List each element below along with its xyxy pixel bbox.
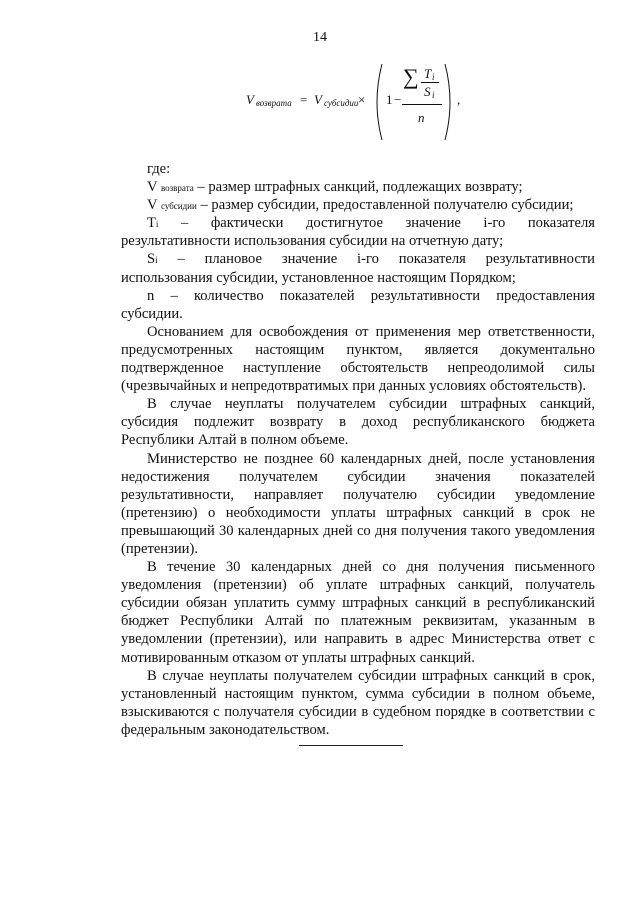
paragraph-line: В случае неуплаты получателем субсидии штрафных санкций в срок,: [147, 667, 595, 684]
definition-v-return: V возврата – размер штрафных санкций, подлежащих возврату;: [147, 179, 523, 196]
formula-frac-num: T: [424, 66, 432, 81]
formula-rhs-sub: субсидии: [324, 98, 359, 108]
paragraph-line: установленный настоящим пунктом, сумма субсидии в полном объеме,: [121, 685, 595, 702]
formula-equals: =: [300, 92, 308, 107]
formula-frac-num-sub: i: [432, 72, 435, 82]
paragraph-line: предусмотренных настоящим пунктом, является документально: [121, 341, 595, 358]
formula-one: 1: [386, 92, 393, 107]
paragraph-line: (чрезвычайных и непредотвратимых при данных условиях обстоятельств).: [121, 378, 587, 395]
paragraph-line: Основанием для освобождения от применения мер ответственности,: [147, 323, 595, 340]
formula-rhs-var: V: [314, 92, 322, 107]
outer-fraction-line: [402, 104, 442, 105]
formula-outer-den: n: [418, 110, 425, 125]
document-body: [121, 160, 595, 739]
paragraph-line: подтвержденное наступление обстоятельств непреодолимой силы: [121, 360, 595, 377]
definition-si-cont: использования субсидии, установленное настоящим Порядком;: [121, 269, 516, 286]
formula-minus: −: [394, 92, 402, 107]
paragraph-line: взыскиваются с получателя субсидии в судебном порядке в соответствии с: [121, 703, 595, 720]
paragraph-line: субсидия подлежит возврату в доход республиканского бюджета: [121, 414, 595, 431]
paragraph-line: В течение 30 календарных дней со дня получения письменного: [147, 559, 595, 576]
paragraph-line: Министерство не позднее 60 календарных дней, после установления: [147, 450, 595, 467]
definition-v-subsidy: V субсидии – размер субсидии, предоставленной получателю субсидии;: [147, 197, 574, 214]
definition-ti-cont: результативности использования субсидии на отчетную дату;: [121, 233, 504, 250]
end-divider: [299, 745, 403, 746]
paragraph-line: бюджет Республики Алтай по платежным реквизитам, указанным в: [121, 613, 595, 630]
left-paren-icon: [370, 62, 384, 142]
formula-frac-den: S: [424, 84, 431, 99]
paragraph-line: Республики Алтай в полном объеме.: [121, 432, 349, 449]
formula-comma: ,: [457, 92, 461, 107]
formula-lhs-var: V: [246, 92, 254, 107]
right-paren-icon: [443, 62, 457, 142]
definition-n: n – количество показателей результативности предоставления: [147, 287, 595, 304]
paragraph-line: уведомления (претензии) об уплате штрафных санкций, получатель: [121, 577, 595, 594]
paragraph-line: (претензию) о необходимости уплаты штрафных санкций в срок не: [121, 504, 595, 521]
paragraph-line: результативности, направляет получателю субсидии уведомление: [121, 486, 595, 503]
formula-frac-den-sub: i: [432, 90, 435, 100]
penalty-formula: [246, 60, 461, 150]
page-number: 14: [313, 30, 327, 45]
paragraph-line: В случае неуплаты получателем субсидии штрафных санкций,: [147, 396, 595, 413]
formula-times: ×: [358, 92, 366, 107]
sum-icon: ∑: [403, 64, 419, 89]
paragraph-line: федеральным законодательством.: [121, 721, 330, 738]
paragraph-line: мотивированным отказом от уплаты штрафных санкций.: [121, 649, 475, 666]
inner-fraction-line: [421, 82, 439, 83]
paragraph-line: уведомлении (претензии), или направить в адрес Министерства ответ с: [121, 631, 595, 648]
formula-lhs-sub: возврата: [256, 98, 292, 108]
paragraph-line: (претензии).: [121, 540, 199, 557]
paragraph-line: превышающий 30 календарных дней со дня получения такого уведомления: [121, 522, 595, 539]
definition-ti: Ti – фактически достигнутое значение i-го показателя: [147, 215, 595, 232]
paragraph-line: недостижения получателем субсидии значения показателей: [121, 468, 595, 485]
definition-si: Si – плановое значение i-го показателя результативности: [147, 251, 595, 268]
where-label: где:: [147, 161, 171, 177]
definition-n-cont: субсидии.: [121, 305, 183, 322]
paragraph-line: субсидии обязан уплатить сумму штрафных санкций в республиканский: [121, 595, 595, 612]
